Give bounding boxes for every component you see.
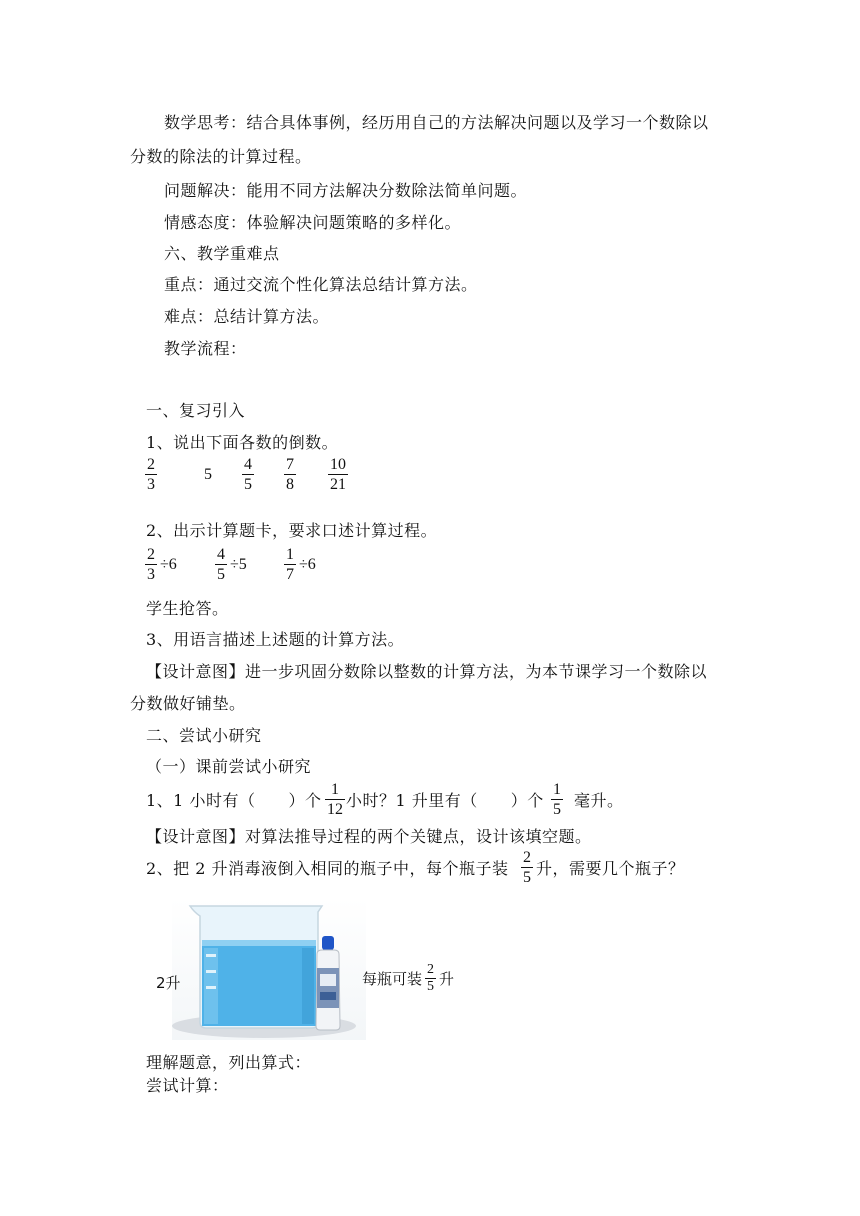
question-2-part-a: 2、把 2 升消毒液倒入相同的瓶子中，每个瓶子装 [146, 859, 509, 878]
para-difficulty: 难点：总结计算方法。 [164, 307, 330, 326]
para-math-thinking-1: 数学思考：结合具体事例，经历用自己的方法解决问题以及学习一个数除以 [164, 113, 709, 132]
figure-fraction: $\frac{2}{5}$ [427, 962, 435, 994]
reciprocal-fraction-1: $\frac{2}{3}$ [147, 456, 155, 493]
task-reciprocal: 1、说出下面各数的倒数。 [146, 433, 339, 452]
reciprocal-fraction-2: $\frac{4}{5}$ [244, 456, 252, 493]
question-1-part-b: 小时？1 升里有（ ）个 [346, 791, 544, 810]
question-2-part-b: 升，需要几个瓶子？ [536, 859, 685, 878]
para-process: 教学流程： [164, 339, 247, 358]
figure-label-per-bottle-a: 每瓶可装 [362, 970, 423, 988]
heading-try-research: 二、尝试小研究 [146, 726, 262, 745]
para-design-intent-1b: 分数做好铺垫。 [130, 694, 246, 713]
heading-key-points: 六、教学重难点 [164, 244, 280, 263]
figure-label-2-liters: 2升 [156, 974, 181, 992]
question-1-part-c: 毫升。 [574, 791, 624, 810]
para-design-intent-2: 【设计意图】对算法推导过程的两个关键点，设计该填空题。 [146, 827, 592, 846]
question-2-fraction: $\frac{2}{5}$ [523, 849, 531, 886]
figure-label-per-bottle-b: 升 [439, 970, 455, 988]
para-key-point: 重点：通过交流个性化算法总结计算方法。 [164, 275, 478, 294]
question-1-fraction-2: $\frac{1}{5}$ [553, 781, 561, 818]
figure-label-per-bottle [362, 962, 454, 995]
beaker-bottle-illustration [172, 898, 366, 1040]
para-problem-solving: 问题解决：能用不同方法解决分数除法简单问题。 [164, 181, 528, 200]
beaker-bottle-figure [172, 898, 366, 1040]
para-design-intent-1a: 【设计意图】进一步巩固分数除以整数的计算方法，为本节课学习一个数除以 [146, 662, 708, 681]
para-attitude: 情感态度：体验解决问题策略的多样化。 [164, 213, 462, 232]
reciprocal-fraction-4: $\frac{10}{21}$ [330, 456, 346, 493]
para-student-answer: 学生抢答。 [146, 599, 229, 618]
reciprocal-whole: 5 [204, 466, 212, 483]
para-understand: 理解题意，列出算式： [146, 1053, 312, 1072]
task-cards: 2、出示计算题卡，要求口述计算过程。 [146, 521, 438, 540]
para-try-calc: 尝试计算： [146, 1076, 229, 1095]
card-expression-1: $\frac{2}{3}$ ÷6 [147, 546, 177, 583]
para-math-thinking-2: 分数的除法的计算过程。 [130, 147, 312, 166]
question-1-part-a: 1、1 小时有（ ）个 [146, 791, 322, 810]
card-expression-2: $\frac{4}{5}$ ÷5 [217, 546, 247, 583]
heading-pre-class: （一）课前尝试小研究 [146, 757, 312, 776]
reciprocal-fraction-3: $\frac{7}{8}$ [286, 456, 294, 493]
question-1-fraction-1: $\frac{1}{12}$ [327, 781, 343, 818]
card-expression-3: $\frac{1}{7}$ ÷6 [286, 546, 316, 583]
heading-review: 一、复习引入 [146, 401, 246, 420]
task-describe: 3、用语言描述上述题的计算方法。 [146, 630, 405, 649]
